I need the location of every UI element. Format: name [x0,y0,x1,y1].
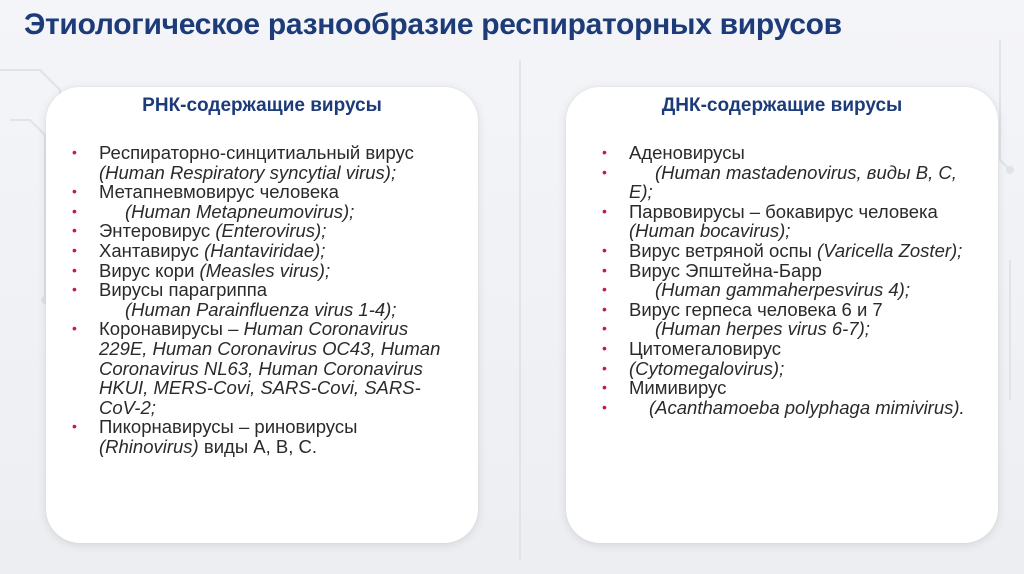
virus-name: Цитомегаловирус [629,337,782,359]
list-item [72,182,452,202]
bullet-icon: • [72,418,77,435]
bullet-icon: • [602,300,607,317]
bullet-icon: • [602,163,607,180]
list-item [602,398,974,418]
dna-virus-list [602,143,974,417]
list-item [602,319,974,339]
virus-name: Вирус ветряной оспы [629,239,812,261]
virus-latin-name: Human Coronavirus 229E, Human Coronavirus OC43, Human Coronavirus NL63, Human Coronavirus HKUI, MERS-Covi, SARS-Covi, SARS-CoV-2; [99,318,441,418]
list-item [72,417,452,456]
bullet-icon: • [72,281,77,298]
list-item [72,143,452,182]
bullet-icon: • [72,183,77,200]
virus-latin-name: (Human gammaherpesvirus 4); [655,279,910,301]
bullet-icon: • [72,320,77,337]
list-item [602,143,974,163]
bullet-icon: • [602,144,607,160]
virus-latin-name: (Human Metapneumovirus); [125,200,355,222]
bullet-icon: • [602,202,607,219]
bullet-icon: • [72,241,77,258]
virus-latin-name: (Acanthamoeba polyphaga mimivirus). [649,396,965,418]
bullet-icon: • [72,222,77,239]
rna-card-heading: РНК-содержащие вирусы [142,95,382,116]
bullet-icon: • [602,261,607,278]
list-item [602,163,974,202]
bullet-icon: • [72,202,77,219]
dna-card-heading: ДНК-содержащие вирусы [661,95,903,116]
bullet-icon: • [602,281,607,298]
bullet-icon: • [602,398,607,415]
list-item [602,261,974,281]
virus-name: Метапневмовирус человека [99,181,339,203]
virus-latin-name: (Cytomegalovirus); [629,357,785,379]
slide-title: Этиологическое разнообразие респираторных вирусов [24,8,842,41]
list-item [72,280,452,319]
rna-viruses-card [46,87,478,543]
bullet-icon: • [72,261,77,278]
virus-name: Вирус Эпштейна-Барр [629,259,822,281]
bullet-icon: • [602,241,607,258]
list-item [602,339,974,359]
virus-name: Хантавирус [99,239,199,261]
virus-name: Аденовирусы [629,142,745,163]
list-item [602,300,974,320]
list-item [72,261,452,281]
virus-name: Парвовирусы – бокавирус человека [629,200,938,222]
virus-name: Вирус кори [99,259,195,281]
list-item [602,378,974,398]
list-item [602,359,974,379]
virus-latin-name: (Human Respiratory syncytial virus); [99,161,397,183]
list-item [602,241,974,261]
virus-latin-name: (Enterovirus); [215,220,327,242]
virus-latin-name: (Human Parainfluenza virus 1-4); [125,298,397,320]
virus-latin-name: (Hantaviridae); [204,239,326,261]
rna-virus-list [72,143,452,457]
list-item [72,221,452,241]
virus-latin-name: (Human herpes virus 6-7); [655,318,870,340]
virus-name: Вирус герпеса человека 6 и 7 [629,298,883,320]
virus-name: Вирусы парагриппа [99,279,268,301]
virus-latin-name: (Rhinovirus) [99,435,199,457]
bullet-icon: • [602,320,607,337]
bullet-icon: • [602,339,607,356]
virus-name: Коронавирусы – [99,318,239,340]
virus-name: Мимивирус [629,377,727,399]
virus-name: Пикорнавирусы – риновирусы [99,416,358,438]
virus-latin-name: (Measles virus); [199,259,331,281]
list-item [72,319,452,417]
virus-types: виды А, В, С. [203,435,317,457]
virus-name: Респираторно-синцитиальный вирус [99,142,414,163]
bullet-icon: • [602,359,607,376]
bullet-icon: • [72,144,77,160]
bullet-icon: • [602,379,607,396]
dna-viruses-card [566,87,998,543]
list-item [602,202,974,241]
list-item [602,280,974,300]
virus-latin-name: (Varicella Zoster); [817,239,963,261]
list-item [72,241,452,261]
virus-name: Энтеровирус [99,220,211,242]
list-item [72,202,452,222]
virus-latin-name: (Human bocavirus); [629,220,791,242]
virus-latin-name: (Human mastadenovirus, виды В, С, Е); [629,161,957,203]
